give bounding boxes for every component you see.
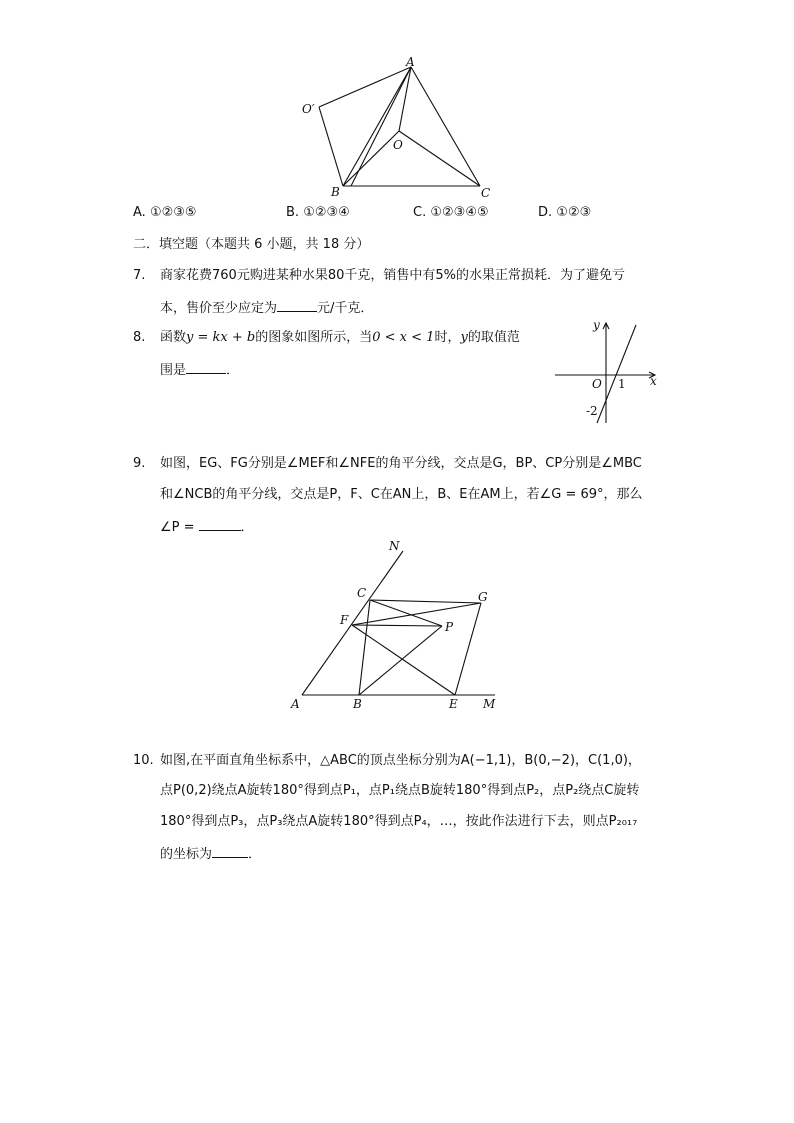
q10-number: 10. bbox=[133, 753, 154, 768]
function-line bbox=[597, 325, 636, 423]
q9-text-a: ∠P = bbox=[160, 520, 195, 535]
q10-line4 bbox=[160, 845, 261, 863]
q9-line3 bbox=[160, 518, 254, 536]
segment-OB bbox=[343, 131, 399, 186]
label-A: A bbox=[406, 55, 415, 69]
option-D bbox=[538, 205, 591, 221]
label-P: P bbox=[445, 620, 454, 634]
ray-AN bbox=[302, 551, 403, 695]
label-F: F bbox=[340, 613, 349, 627]
q8-number: 8. bbox=[133, 330, 146, 345]
label-G: G bbox=[478, 590, 488, 604]
segment-AC bbox=[411, 67, 480, 186]
q8-line2 bbox=[160, 361, 239, 379]
q7-text-b: 元/千克． bbox=[317, 301, 374, 316]
option-letter: A. bbox=[133, 205, 146, 220]
q9-text-b: ． bbox=[240, 520, 254, 535]
q7-answer-blank[interactable] bbox=[277, 299, 317, 312]
figure-q6-quadrilateral bbox=[290, 55, 510, 203]
q8-text-d: 的取值范 bbox=[467, 330, 520, 345]
segment-CG bbox=[370, 600, 481, 603]
q8-text-c: 时， bbox=[434, 330, 461, 345]
segment-O'B bbox=[319, 107, 343, 186]
q7-line1: 商家花费760元购进某种水果80千克，销售中有5%的水果正常损耗．为了避免亏 bbox=[160, 268, 625, 283]
segment-AB-2 bbox=[351, 67, 411, 186]
q8-text-e: 围是 bbox=[160, 363, 187, 378]
label-C: C bbox=[357, 586, 367, 600]
segment-FP bbox=[352, 625, 442, 626]
label-1: 1 bbox=[618, 377, 626, 391]
q8-condition: 0 < x < 1 bbox=[372, 330, 435, 345]
label-minus-2: -2 bbox=[586, 404, 598, 418]
section-heading: 二．填空题（本题共 6 小题，共 18 分） bbox=[133, 237, 370, 252]
option-value: ①②③ bbox=[556, 205, 592, 220]
q9-answer-blank[interactable] bbox=[199, 518, 241, 531]
q10-line3: 180°得到点P₃，点P₃绕点A旋转180°得到点P₄，…，按此作法进行下去，则点P₂₀₁₇ bbox=[160, 814, 638, 829]
q7-text-a: 本，售价至少应定为 bbox=[160, 301, 278, 316]
label-N: N bbox=[389, 539, 400, 553]
label-E: E bbox=[449, 697, 458, 711]
q10-line1: 如图,在平面直角坐标系中，△ABC的顶点坐标分别为A(−1,1)，B(0,−2)，C(1,0)， bbox=[160, 753, 641, 768]
option-B bbox=[286, 205, 350, 221]
q10-line2: 点P(0,2)绕点A旋转180°得到点P₁，点P₁绕点B旋转180°得到点P₂，点P₂绕点C旋转 bbox=[160, 783, 640, 798]
figure-q8-linear-graph bbox=[550, 315, 665, 427]
option-letter: D. bbox=[538, 205, 553, 220]
segment-FE bbox=[352, 625, 455, 695]
q7-number: 7. bbox=[133, 268, 146, 283]
q8-line1 bbox=[160, 330, 520, 346]
label-x: x bbox=[650, 374, 657, 388]
segment-GE bbox=[455, 603, 481, 695]
segment-FG bbox=[352, 603, 481, 625]
q8-answer-blank[interactable] bbox=[186, 361, 226, 374]
option-A bbox=[133, 205, 197, 221]
q10-text-b: ． bbox=[248, 847, 262, 862]
segment-CP bbox=[370, 600, 442, 626]
q8-text-b: 的图象如图所示，当 bbox=[255, 330, 373, 345]
option-letter: C. bbox=[413, 205, 427, 220]
option-letter: B. bbox=[286, 205, 300, 220]
q8-yvar: y bbox=[460, 330, 468, 345]
q8-text-f: ． bbox=[226, 363, 240, 378]
segment-AO' bbox=[319, 67, 411, 107]
segment-CB bbox=[359, 600, 370, 695]
segment-BP bbox=[359, 626, 442, 695]
figure-q9-angle-bisectors bbox=[285, 535, 510, 717]
segment-AB-1 bbox=[343, 67, 411, 186]
label-M: M bbox=[483, 697, 496, 711]
q10-answer-blank[interactable] bbox=[212, 845, 248, 858]
label-C: C bbox=[481, 186, 491, 200]
option-value: ①②③④ bbox=[303, 205, 350, 220]
q9-line1: 如图，EG、FG分别是∠MEF和∠NFE的角平分线，交点是G，BP、CP分别是∠MBC bbox=[160, 456, 642, 471]
label-O-prime: O′ bbox=[302, 102, 315, 116]
label-O: O bbox=[592, 377, 602, 391]
q9-number: 9. bbox=[133, 456, 146, 471]
q8-text-a: 函数 bbox=[160, 330, 187, 345]
label-y: y bbox=[593, 318, 600, 332]
option-C bbox=[413, 205, 489, 221]
option-value: ①②③④⑤ bbox=[430, 205, 489, 220]
label-B: B bbox=[331, 185, 340, 199]
q8-function-expr: y = kx + b bbox=[186, 330, 256, 345]
q9-line2: 和∠NCB的角平分线，交点是P，F、C在AN上，B、E在AM上，若∠G = 69°，那么 bbox=[160, 487, 643, 502]
label-O: O bbox=[393, 138, 403, 152]
segment-OC bbox=[399, 131, 480, 186]
label-A: A bbox=[291, 697, 300, 711]
q10-text-a: 的坐标为 bbox=[160, 847, 213, 862]
q7-line2 bbox=[160, 299, 373, 317]
label-B: B bbox=[353, 697, 362, 711]
option-value: ①②③⑤ bbox=[149, 205, 197, 220]
